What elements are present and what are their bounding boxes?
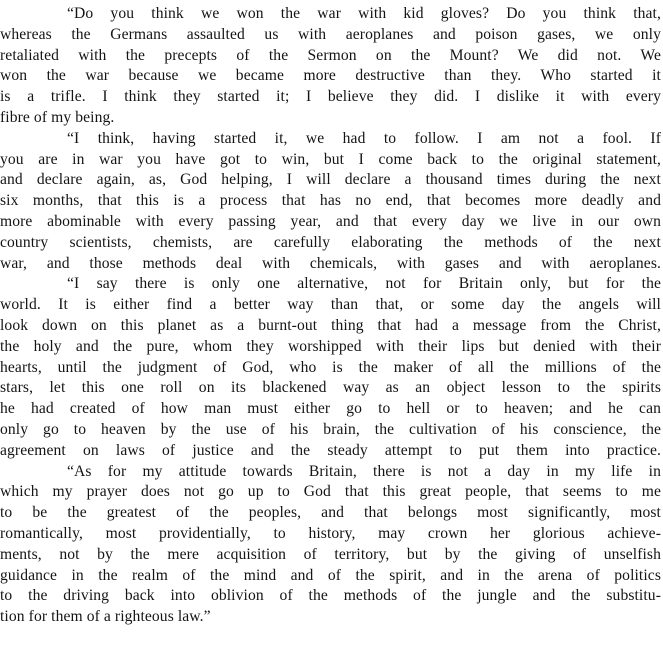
text-line: romantically, most providentially, to history, may crown her glorious achieve- <box>0 524 661 542</box>
text-line: agreement on laws of justice and the steady attempt to put them into practice. <box>0 441 661 459</box>
text-line: “I say there is only one alternative, not for Britain only, but for the <box>67 275 661 293</box>
text-line: won the war because we became more destructive than they. Who started it <box>0 67 661 85</box>
text-line: ments, not by the mere acquisition of territory, but by the giving of unselfish <box>0 545 661 563</box>
text-line: is a trifle. I think they started it; I believe they did. I dislike it with every <box>0 88 661 106</box>
text-line: you are in war you have got to win, but I come back to the original statement, <box>0 150 661 168</box>
text-line: only go to heaven by the use of his brain, the cultivation of his conscience, the <box>0 420 661 438</box>
text-line: which my prayer does not go up to God that this great people, that seems to me <box>0 483 661 501</box>
text-line: tion for them of a righteous law.” <box>0 608 211 626</box>
paragraph-1 <box>0 4 663 129</box>
document-page <box>0 4 663 628</box>
text-line: six months, that this is a process that has no end, that becomes more deadly and <box>0 192 661 210</box>
text-line: war, and those methods deal with chemicals, with gases and with aeroplanes. <box>0 254 661 272</box>
text-line: more abominable with every passing year, and that every day we live in our own <box>0 212 661 230</box>
text-line: fibre of my being. <box>0 108 115 126</box>
text-line: retaliated with the precepts of the Sermon on the Mount? We did not. We <box>0 46 661 64</box>
paragraph-2 <box>0 129 663 275</box>
text-line: stars, let this one roll on its blackened way as an object lesson to the spirits <box>0 379 661 397</box>
paragraph-4 <box>0 462 663 628</box>
text-line: to the driving back into oblivion of the methods of the jungle and the substitu- <box>0 587 661 605</box>
text-line: and declare again, as, God helping, I will declare a thousand times during the next <box>0 171 661 189</box>
text-line: look down on this planet as a burnt-out thing that had a message from the Christ, <box>0 316 661 334</box>
text-line: “I think, having started it, we had to follow. I am not a fool. If <box>67 129 661 147</box>
paragraph-3 <box>0 274 663 461</box>
text-line: whereas the Germans assaulted us with aeroplanes and poison gases, we only <box>0 25 661 43</box>
text-line: the holy and the pure, whom they worshipped with their lips but denied with their <box>0 337 661 355</box>
text-line: guidance in the realm of the mind and of the spirit, and in the arena of politics <box>0 566 661 584</box>
text-line: “As for my attitude towards Britain, there is not a day in my life in <box>67 462 661 480</box>
text-line: country scientists, chemists, are carefully elaborating the methods of the next <box>0 233 661 251</box>
text-line: he had created of how man must either go to hell or to heaven; and he can <box>0 400 661 418</box>
text-line: “Do you think we won the war with kid gloves? Do you think that, <box>67 5 661 22</box>
text-line: world. It is either find a better way than that, or some day the angels will <box>0 296 661 314</box>
text-line: to be the greatest of the peoples, and that belongs most significantly, most <box>0 504 661 522</box>
text-line: hearts, until the judgment of God, who is the maker of all the millions of the <box>0 358 661 376</box>
